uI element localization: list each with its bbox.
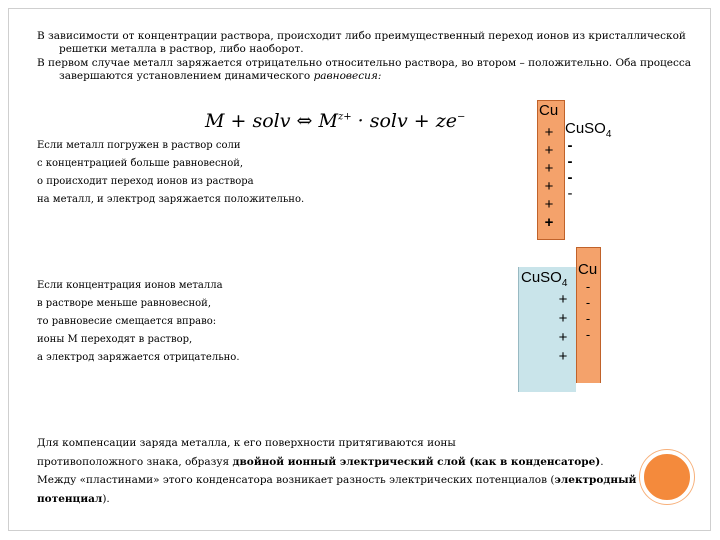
eq-right: · solv + ze <box>357 110 457 132</box>
case1-line: на металл, и электрод заряжается положительно. <box>37 194 305 205</box>
case1-line: Если металл погружен в раствор соли <box>37 140 241 151</box>
minus-sign: - <box>585 311 591 326</box>
double-layer-bold: двойной ионный электрический слой (как в конденсаторе) <box>232 455 601 468</box>
bottom-paragraph <box>37 434 637 508</box>
plus-sign: + <box>558 348 568 365</box>
case2-line: а электрод заряжается отрицательно. <box>37 352 240 363</box>
plus-sign: + <box>544 160 554 177</box>
solution-label: CuSO$_4$ <box>565 120 612 140</box>
electrode-diagram-positive <box>530 100 620 240</box>
minus-sign: - <box>585 327 591 342</box>
eq-minus: − <box>457 111 466 123</box>
plus-sign: + <box>544 178 554 195</box>
case1-line: с концентрацией больше равновесной, <box>37 158 244 169</box>
plus-sign: + <box>544 142 554 159</box>
plus-sign: + <box>558 329 568 346</box>
minus-sign: - <box>567 185 573 202</box>
case2-line: Если концентрация ионов металла <box>37 280 223 291</box>
case2-line: ионы М переходят в раствор, <box>37 334 193 345</box>
positive-charges <box>538 124 560 232</box>
decorative-circle <box>640 450 694 504</box>
electrode-diagram-negative <box>518 247 604 392</box>
intro-paragraph-2 <box>37 57 699 83</box>
intro-text-1: В зависимости от концентрации раствора, происходит либо преимущественный переход ионов из кристаллической решетки металла в раствор, либо наоборот. <box>37 30 686 55</box>
metal-label: Cu <box>539 102 559 119</box>
electrode-potential-bold: электродный потенциал <box>37 474 637 505</box>
minus-sign: - <box>567 137 573 154</box>
positive-charges <box>554 290 572 366</box>
minus-sign: - <box>567 153 573 170</box>
plus-sign: + <box>544 124 554 141</box>
metal-label: Cu <box>578 261 598 278</box>
eq-m: M <box>318 110 338 132</box>
minus-sign: - <box>585 279 591 294</box>
plus-sign: + <box>544 196 554 213</box>
case2-line: то равновесие смещается вправо: <box>37 316 217 327</box>
bottom-line-1: Для компенсации заряда металла, к его поверхности притягиваются ионы <box>37 437 456 449</box>
bottom-line-2: противоположного знака, образуя двойной ионный электрический слой (как в конденсаторе). <box>37 455 604 468</box>
solution-label: CuSO$_4$ <box>521 269 568 289</box>
minus-sign: - <box>567 169 573 186</box>
plus-sign: + <box>558 291 568 308</box>
plus-sign: + <box>558 310 568 327</box>
intro-paragraph-1 <box>37 30 699 56</box>
eq-left: M + solv <box>205 110 291 132</box>
eq-charge: z+ <box>337 111 352 123</box>
equilibrium-equation <box>205 110 465 132</box>
negative-charges <box>563 138 577 202</box>
bottom-line-3: Между «пластинами» этого конденсатора возникает разность электрических потенциалов (электродный потенциал). <box>37 474 637 505</box>
plus-sign: + <box>544 214 554 231</box>
intro-italic-equilibrium: равновесия: <box>313 70 382 82</box>
case2-text <box>37 277 240 367</box>
case1-line: о происходит переход ионов из раствора <box>37 176 254 187</box>
negative-charges <box>581 279 595 343</box>
case2-line: в растворе меньше равновесной, <box>37 298 212 309</box>
minus-sign: - <box>585 295 591 310</box>
intro-text-2: В первом случае металл заряжается отрицательно относительно раствора, во втором – положительно. Оба процесса завершаются установлением динамического <box>37 57 692 82</box>
case1-text <box>37 137 304 209</box>
eq-arrow: ⇔ <box>296 110 313 132</box>
